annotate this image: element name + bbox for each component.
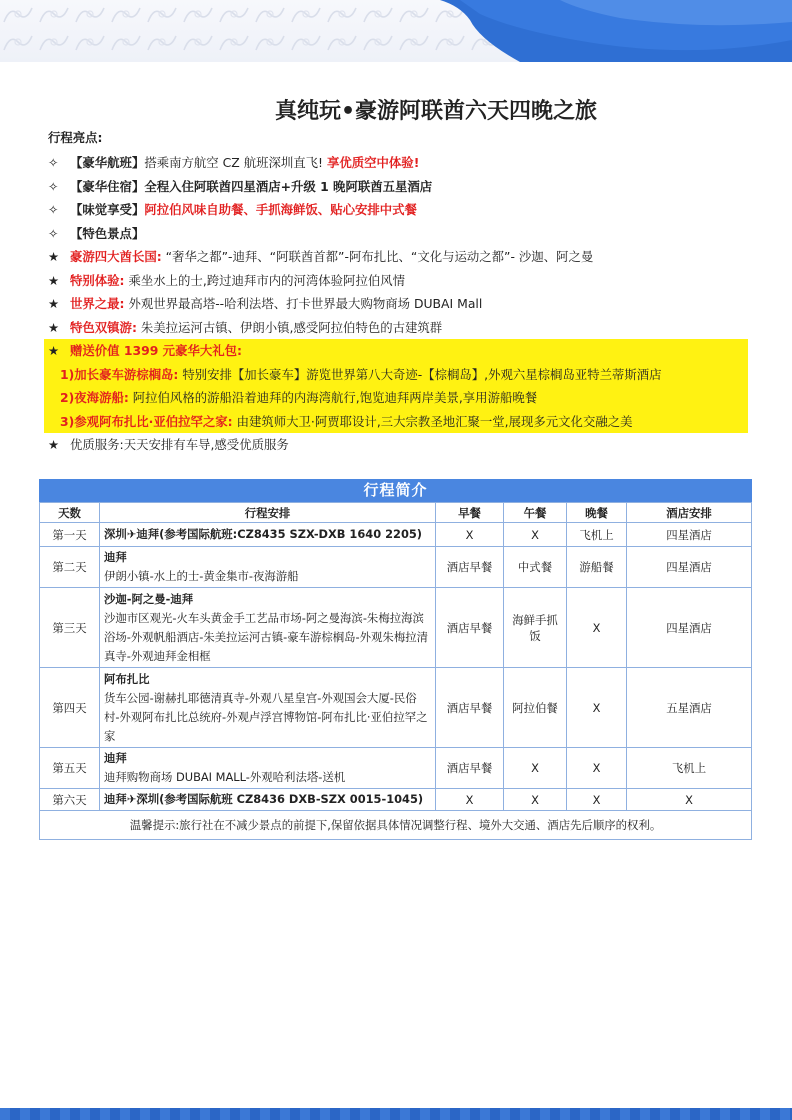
highlight-text: 【味觉享受】 <box>70 202 145 217</box>
breakfast-cell: 酒店早餐 <box>436 668 504 748</box>
gift-item-text: 阿拉伯风格的游船沿着迪拜的内海湾航行,饱览迪拜两岸美景,享用游船晚餐 <box>128 390 538 405</box>
table-row <box>40 789 752 811</box>
highlight-text: 外观世界最高塔--哈利法塔、打卡世界最大购物商场 DUBAI Mall <box>124 296 483 311</box>
star-icon: ★ <box>48 249 60 264</box>
plan-cell <box>100 789 436 811</box>
star-icon: ★ <box>48 272 60 288</box>
gift-package <box>44 339 748 433</box>
highlights-section <box>48 128 748 457</box>
lunch-cell: X <box>504 789 567 811</box>
col-header: 酒店安排 <box>627 503 752 523</box>
star-icon: ★ <box>48 437 60 452</box>
gift-item-text: 由建筑师大卫·阿贾耶设计,三大宗教圣地汇聚一堂,展现多元文化交融之美 <box>232 413 633 429</box>
table-row <box>40 588 752 668</box>
dinner-cell: 游船餐 <box>567 547 627 588</box>
sparkle-icon: ✧ <box>48 155 59 170</box>
gift-items <box>48 363 748 434</box>
star-icon: ★ <box>48 319 60 335</box>
highlight-text: “奢华之都”-迪拜、“阿联酋首都”-阿布扎比、“文化与运动之都”- 沙迦、阿之曼 <box>161 249 594 264</box>
highlight-line <box>48 245 748 269</box>
day-cell: 第四天 <box>40 668 100 748</box>
itinerary-title: 行程简介 <box>39 479 752 502</box>
plan-cell <box>100 547 436 588</box>
highlight-text: 特别体验: <box>70 272 125 288</box>
page-title: 真纯玩•豪游阿联酋六天四晚之旅 <box>274 99 598 124</box>
plan-title: 沙迦-阿之曼-迪拜 <box>104 591 194 606</box>
plan-detail: 伊朗小镇-水上的士-黄金集市-夜海游船 <box>104 569 299 583</box>
gift-item <box>48 363 748 387</box>
hotel-cell: 五星酒店 <box>627 668 752 748</box>
table-row <box>40 748 752 789</box>
plan-title: 迪拜✈深圳(参考国际航班 CZ8436 DXB-SZX 0015-1045) <box>104 792 424 806</box>
lunch-cell: X <box>504 748 567 789</box>
highlights-label: 行程亮点: <box>48 130 103 145</box>
lunch-cell: 中式餐 <box>504 547 567 588</box>
gift-item-label: 1)加长豪车游棕榈岛: <box>60 366 179 382</box>
gift-item <box>48 386 748 410</box>
sparkle-icon: ✧ <box>48 202 59 217</box>
highlight-line <box>48 151 748 175</box>
itinerary-table <box>39 502 752 840</box>
highlight-text: 【豪华航班】 <box>70 155 145 170</box>
table-row <box>40 523 752 547</box>
highlight-text: 搭乘南方航空 CZ 航班深圳直飞! <box>144 155 327 170</box>
hotel-cell: 四星酒店 <box>627 523 752 547</box>
col-header: 早餐 <box>436 503 504 523</box>
highlight-line <box>48 316 748 340</box>
highlight-text: 特色双镇游: <box>70 319 137 335</box>
table-row <box>40 668 752 748</box>
table-row <box>40 547 752 588</box>
dinner-cell: X <box>567 588 627 668</box>
hotel-cell: 四星酒店 <box>627 588 752 668</box>
lunch-cell: X <box>504 523 567 547</box>
day-cell: 第五天 <box>40 748 100 789</box>
sparkle-icon: ✧ <box>48 225 59 241</box>
wave-pattern-icon <box>0 0 792 62</box>
note-row <box>40 811 752 840</box>
plan-detail: 货车公园-谢赫扎耶德清真寺-外观八星皇宫-外观国会大厦-民俗村-外观阿布扎比总统府-外观卢浮宫博物馆-阿布扎比·亚伯拉罕之家 <box>104 690 428 743</box>
plan-cell <box>100 588 436 668</box>
breakfast-cell: X <box>436 523 504 547</box>
col-header: 行程安排 <box>100 503 436 523</box>
highlight-text: 享优质空中体验! <box>326 155 420 170</box>
breakfast-cell: 酒店早餐 <box>436 547 504 588</box>
plan-cell <box>100 523 436 547</box>
day-cell: 第一天 <box>40 523 100 547</box>
footer-decoration <box>0 1108 792 1120</box>
plan-title: 阿布扎比 <box>104 671 150 686</box>
highlight-text: 【豪华住宿】全程入住阿联酋四星酒店+升级 1 晚阿联酋五星酒店 <box>70 178 433 194</box>
col-header: 晚餐 <box>567 503 627 523</box>
dinner-cell: X <box>567 789 627 811</box>
breakfast-cell: X <box>436 789 504 811</box>
hotel-cell: X <box>627 789 752 811</box>
highlight-text: 阿拉伯风味自助餐、手抓海鲜饭、贴心安排中式餐 <box>144 202 417 217</box>
highlight-text: 乘坐水上的士,跨过迪拜市内的河湾体验阿拉伯风情 <box>124 272 406 288</box>
day-cell: 第二天 <box>40 547 100 588</box>
col-header: 午餐 <box>504 503 567 523</box>
plan-detail: 迪拜购物商场 DUBAI MALL-外观哈利法塔-送机 <box>104 770 346 784</box>
breakfast-cell: 酒店早餐 <box>436 748 504 789</box>
header-decoration <box>0 0 792 62</box>
service-line <box>48 433 748 457</box>
dinner-cell: X <box>567 668 627 748</box>
dinner-cell: 飞机上 <box>567 523 627 547</box>
gift-title: 赠送价值 1399 元豪华大礼包: <box>70 343 242 358</box>
highlight-text: 朱美拉运河古镇、伊朗小镇,感受阿拉伯特色的古建筑群 <box>136 319 443 335</box>
highlight-line <box>48 269 748 293</box>
highlight-text: 豪游四大酋长国: <box>70 249 162 264</box>
breakfast-cell: 酒店早餐 <box>436 588 504 668</box>
highlight-line <box>48 198 748 222</box>
plan-detail: 沙迦市区观光-火车头黄金手工艺品市场-阿之曼海滨-朱梅拉海滨浴场-外观帆船酒店-朱美拉运河古镇-豪车游棕榈岛-外观朱梅拉清真寺-外观迪拜金相框 <box>104 610 428 663</box>
highlight-text: 世界之最: <box>70 296 125 311</box>
hotel-cell: 飞机上 <box>627 748 752 789</box>
col-header: 天数 <box>40 503 100 523</box>
star-icon: ★ <box>48 343 60 358</box>
highlight-line <box>48 175 748 199</box>
plan-title: 深圳✈迪拜(参考国际航班:CZ8435 SZX-DXB 1640 2205) <box>104 527 423 541</box>
highlight-text: 【特色景点】 <box>70 225 145 241</box>
star-icon: ★ <box>48 296 60 311</box>
gift-item-text: 特别安排【加长豪车】游览世界第八大奇迹-【棕榈岛】,外观六星棕榈岛亚特兰蒂斯酒店 <box>178 366 662 382</box>
highlights-list <box>48 151 748 339</box>
itinerary-table-wrap <box>39 479 752 840</box>
sparkle-icon: ✧ <box>48 178 59 194</box>
lunch-cell: 海鲜手抓饭 <box>504 588 567 668</box>
gift-item-label: 3)参观阿布扎比·亚伯拉罕之家: <box>60 413 233 429</box>
lunch-cell: 阿拉伯餐 <box>504 668 567 748</box>
gift-item-label: 2)夜海游船: <box>60 390 129 405</box>
table-header-row <box>40 503 752 523</box>
service-text: 优质服务:天天安排有车导,感受优质服务 <box>70 437 289 452</box>
day-cell: 第三天 <box>40 588 100 668</box>
gift-head <box>48 339 748 363</box>
plan-title: 迪拜 <box>104 751 127 765</box>
plan-cell <box>100 668 436 748</box>
hotel-cell: 四星酒店 <box>627 547 752 588</box>
plan-cell <box>100 748 436 789</box>
plan-title: 迪拜 <box>104 550 127 564</box>
gift-item <box>48 410 748 434</box>
day-cell: 第六天 <box>40 789 100 811</box>
dinner-cell: X <box>567 748 627 789</box>
highlight-line <box>48 292 748 316</box>
highlight-line <box>48 222 748 246</box>
note-text: 温馨提示:旅行社在不减少景点的前提下,保留依据具体情况调整行程、境外大交通、酒店先后顺序的权利。 <box>40 811 752 840</box>
